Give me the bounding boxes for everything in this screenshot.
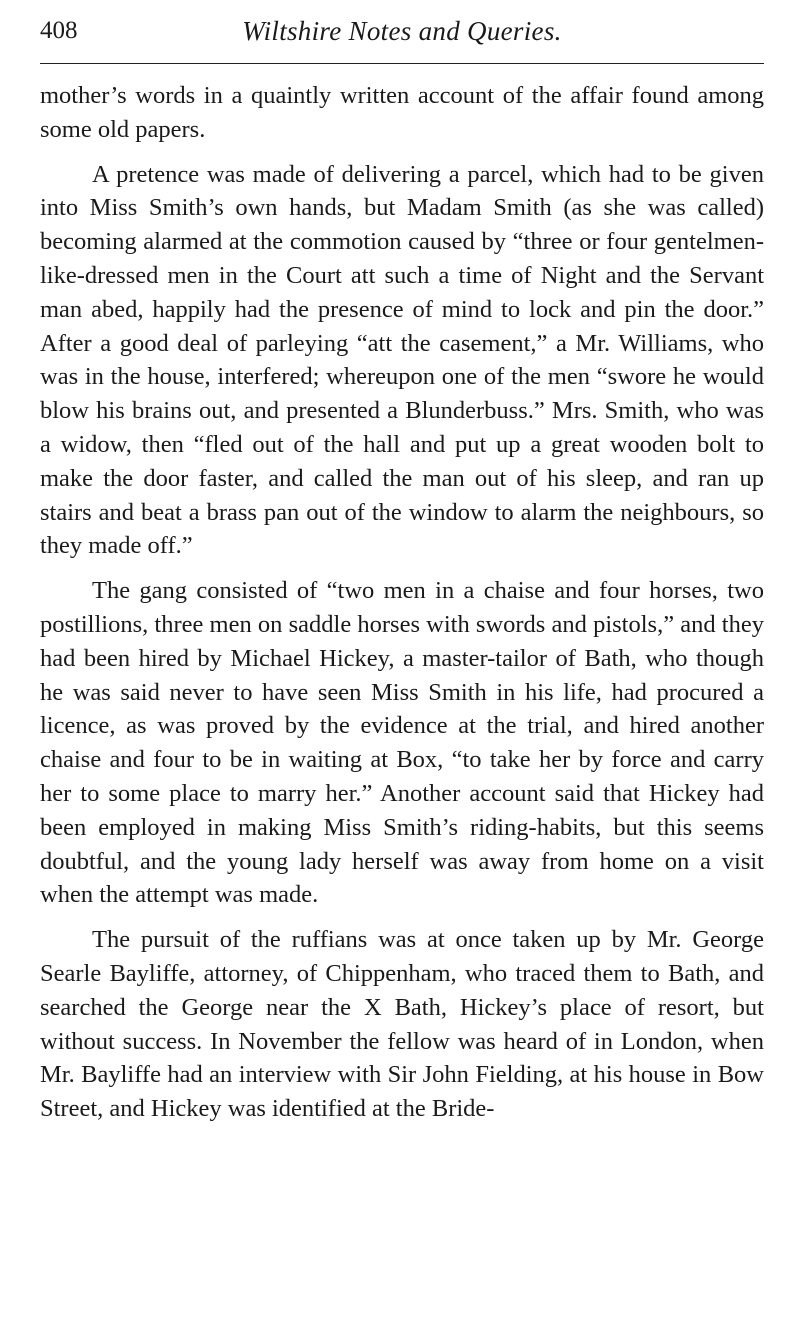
paragraph-continuation: mother’s words in a quaintly written account of the affair found among some old papers. xyxy=(40,82,764,143)
running-title: Wiltshire Notes and Queries. xyxy=(242,16,562,46)
header-rule xyxy=(40,63,764,64)
page-number: 408 xyxy=(40,17,78,44)
paragraph: The pursuit of the ruffians was at once taken up by Mr. George Searle Bayliffe, attorney, of Chippenham, who traced them to Bath, and searched the George near the X Bath, Hickey’s place of resort, but without success. In November the fellow was heard of in London, when Mr. Bayliffe had an interview with Sir John Fielding, at his house in Bow Street, and Hickey was identified at the Bride- xyxy=(40,926,764,1123)
body-text xyxy=(40,79,764,1126)
paragraph: A pretence was made of delivering a parcel, which had to be given into Miss Smith’s own hands, but Madam Smith (as she was called) becoming alarmed at the commotion caused by “three or four gentelmen-like-dressed men in the Court att such a time of Night and the Servant man abed, happily had the presence of mind to lock and pin the door.” After a good deal of parleying “att the casement,” a Mr. Williams, who was in the house, interfered; whereupon one of the men “swore he would blow his brains out, and presented a Blunderbuss.” Mrs. Smith, who was a widow, then “fled out of the hall and put up a great wooden bolt to make the door faster, and called the man out of his sleep, and ran up stairs and beat a brass pan out of the window to alarm the neighbours, so they made off.” xyxy=(40,160,764,560)
paragraph: The gang consisted of “two men in a chaise and four horses, two postillions, three men on saddle horses with swords and pistols,” and they had been hired by Michael Hickey, a master-tailor of Bath, who though he was said never to have seen Miss Smith in his life, had procured a licence, as was proved by the evidence at the trial, and hired another chaise and four to be in waiting at Box, “to take her by force and carry her to some place to marry her.” Another account said that Hickey had been employed in making Miss Smith’s riding-habits, but this seems doubtful, and the young lady herself was away from home on a visit when the attempt was made. xyxy=(40,577,764,909)
page-header xyxy=(40,14,764,48)
